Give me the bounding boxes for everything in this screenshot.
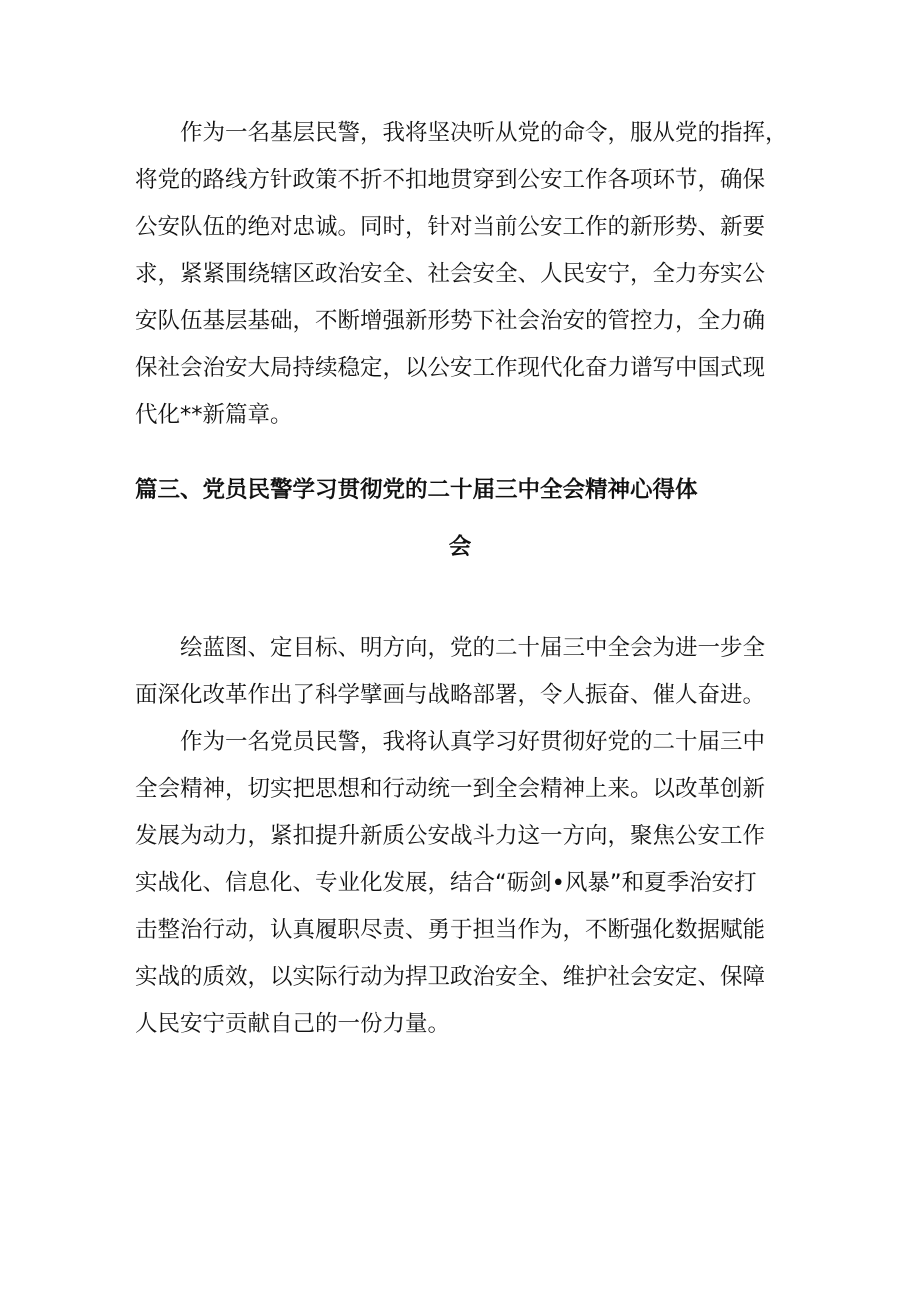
paragraph-3-line-3: 发展为动力，紧扣提升新质公安战斗力这一方向，聚焦公安工作: [135, 823, 766, 849]
paragraph-1-line-2: 将党的路线方针政策不折不扣地贯穿到公安工作各项环节，确保: [135, 167, 766, 193]
paragraph-2-line-1: 绘蓝图、定目标、明方向，党的二十届三中全会为进一步全: [180, 635, 766, 661]
paragraph-1-line-3: 公安队伍的绝对忠诚。同时，针对当前公安工作的新形势、新要: [135, 214, 766, 240]
paragraph-1-line-6: 保社会治安大局持续稳定，以公安工作现代化奋力谱写中国式现: [135, 355, 766, 381]
paragraph-3-line-5: 击整治行动，认真履职尽责、勇于担当作为，不断强化数据赋能: [135, 917, 766, 943]
paragraph-3-line-6: 实战的质效，以实际行动为捍卫政治安全、维护社会安定、保障: [135, 964, 766, 990]
paragraph-3-line-7: 人民安宁贡献自己的一份力量。: [135, 1011, 451, 1037]
paragraph-1-line-1: 作为一名基层民警，我将坚决听从党的命令，服从党的指挥，: [180, 120, 788, 146]
section-heading-continuation: 会: [448, 534, 472, 560]
paragraph-1-line-4: 求，紧紧围绕辖区政治安全、社会安全、人民安宁，全力夯实公: [135, 261, 766, 287]
paragraph-1-line-7: 代化**新篇章。: [135, 402, 293, 428]
section-heading: 篇三、党员民警学习贯彻党的二十届三中全会精神心得体: [135, 477, 698, 503]
paragraph-2-line-2: 面深化改革作出了科学擘画与战略部署，令人振奋、催人奋进。: [135, 682, 766, 708]
paragraph-3-line-4: 实战化、信息化、专业化发展，结合“砺剑•风暴”和夏季治安打: [135, 870, 757, 896]
paragraph-3-line-1: 作为一名党员民警，我将认真学习好贯彻好党的二十届三中: [180, 729, 766, 755]
paragraph-1-line-5: 安队伍基层基础，不断增强新形势下社会治安的管控力，全力确: [135, 308, 766, 334]
paragraph-3-line-2: 全会精神，切实把思想和行动统一到全会精神上来。以改革创新: [135, 776, 766, 802]
